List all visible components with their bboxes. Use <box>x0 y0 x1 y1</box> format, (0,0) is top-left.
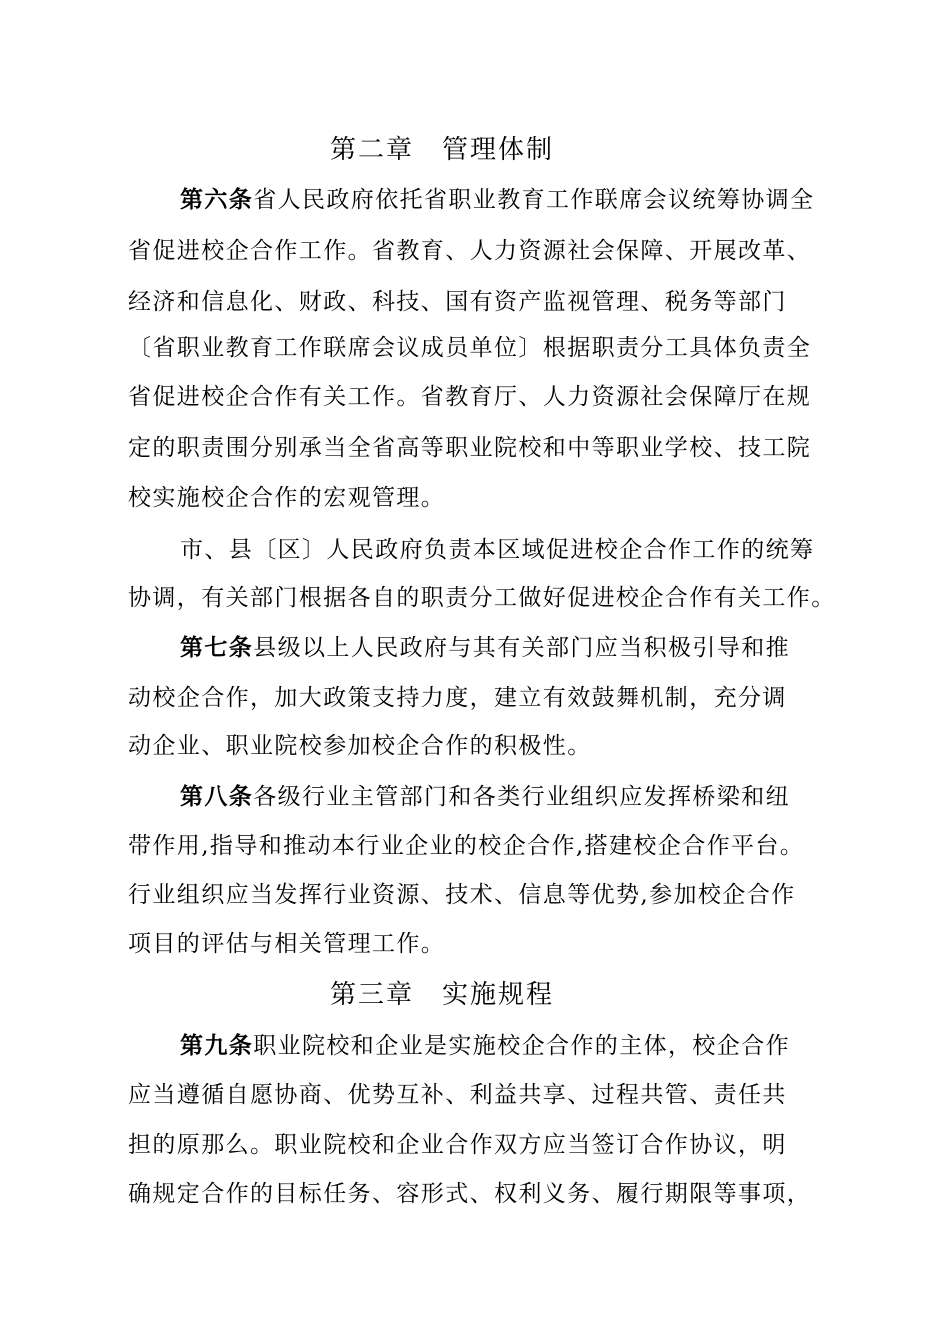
article-8-line-3: 行业组织应当发挥行业资源、技术、信息等优势,参加校企合作 <box>128 882 796 908</box>
article-7-line-3: 动企业、职业院校参加校企合作的积极性。 <box>128 733 592 759</box>
article-lead: 第六条 <box>180 186 254 213</box>
chapter-title: 实施规程 <box>442 980 555 1010</box>
article-6-line-3: 经济和信息化、财政、科技、国有资产监视管理、税务等部门 <box>128 289 787 315</box>
article-lead: 第八条 <box>180 783 254 810</box>
article-9-line-4: 确规定合作的目标任务、容形式、权利义务、履行期限等事项， <box>128 1181 812 1207</box>
article-6-line-6: 定的职责围分别承当全省高等职业院校和中等职业学校、技工院 <box>128 435 812 461</box>
article-8-line-4: 项目的评估与相关管理工作。 <box>128 931 446 957</box>
article-6-para2-line-2: 协调，有关部门根据各自的职责分工做好促进校企合作有关工作。 <box>128 585 836 611</box>
article-8-line-1: 第八条各级行业主管部门和各类行业组织应发挥桥梁和纽 <box>180 783 791 810</box>
chapter-number: 第三章 <box>330 980 415 1010</box>
article-6-line-2: 省促进校企合作工作。省教育、人力资源社会保障、开展改革、 <box>128 238 812 264</box>
article-9-line-3: 担的原那么。职业院校和企业合作双方应当签订合作协议，明 <box>128 1132 787 1158</box>
article-6-line-1: 第六条省人民政府依托省职业教育工作联席会议统筹协调全 <box>180 186 815 213</box>
chapter-heading <box>330 133 554 167</box>
article-lead: 第七条 <box>180 634 254 661</box>
article-9-line-2: 应当遵循自愿协商、优势互补、利益共享、过程共管、责任共 <box>128 1082 787 1108</box>
article-6-para2-line-1: 市、县〔区〕人民政府负责本区域促进校企合作工作的统筹 <box>180 537 815 563</box>
article-7-line-1: 第七条县级以上人民政府与其有关部门应当积极引导和推 <box>180 634 791 661</box>
chapter-heading <box>330 978 554 1012</box>
article-6-line-5: 省促进校企合作有关工作。省教育厅、人力资源社会保障厅在规 <box>128 384 812 410</box>
chapter-title: 管理体制 <box>442 135 555 165</box>
article-7-line-2: 动校企合作，加大政策支持力度，建立有效鼓舞机制，充分调 <box>128 685 787 711</box>
article-6-line-4: 〔省职业教育工作联席会议成员单位〕根据职责分工具体负责全 <box>128 335 812 361</box>
article-lead: 第九条 <box>180 1032 254 1059</box>
article-6-line-7: 校实施校企合作的宏观管理。 <box>128 485 446 511</box>
article-8-line-2: 带作用,指导和推动本行业企业的校企合作,搭建校企合作平台。 <box>128 833 805 859</box>
article-9-line-1: 第九条职业院校和企业是实施校企合作的主体，校企合作 <box>180 1032 791 1059</box>
chapter-number: 第二章 <box>330 135 415 165</box>
